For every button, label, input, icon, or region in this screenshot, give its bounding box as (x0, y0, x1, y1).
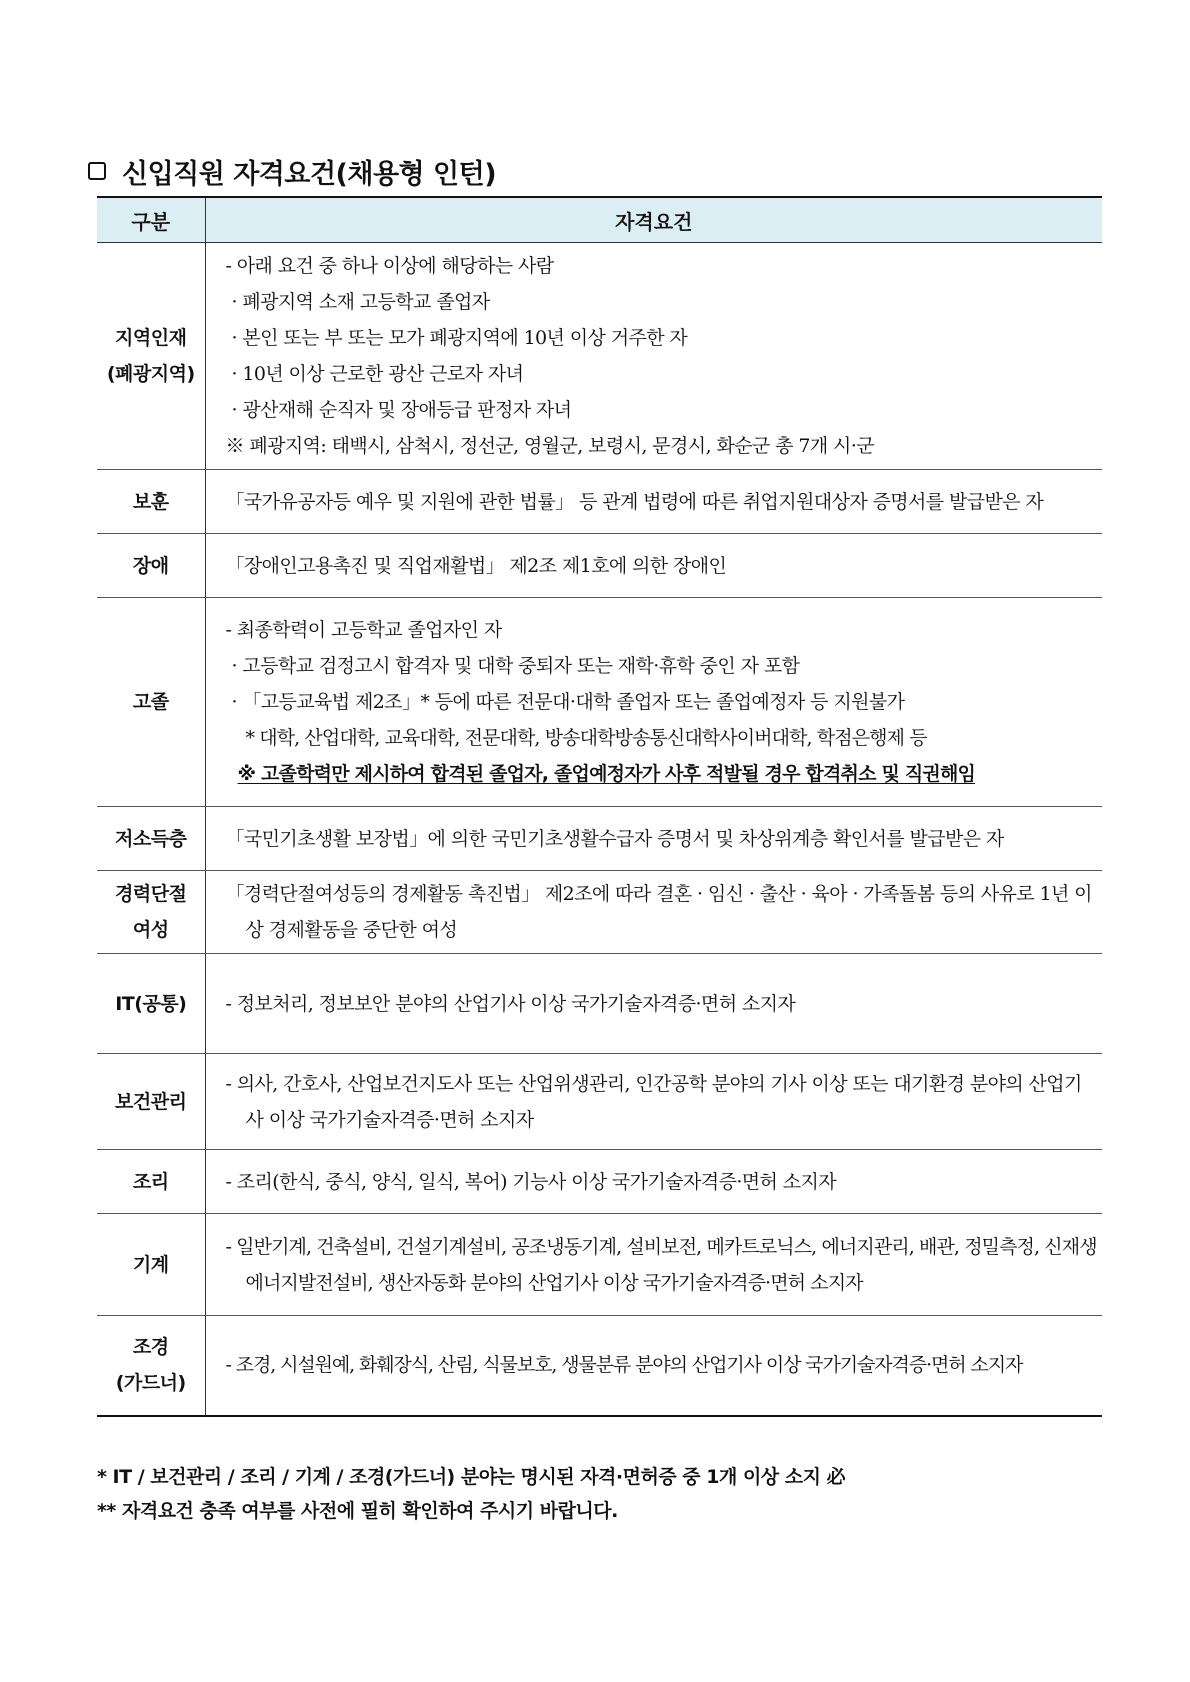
table-row-mechanical (97, 1214, 1102, 1316)
requirement-line: 「국민기초생활 보장법」에 의한 국민기초생활수급자 증명서 및 차상위계층 확인서를 발급받은 자 (225, 827, 1004, 850)
requirements-cell (205, 954, 1102, 1054)
category-label: 보건관리 (115, 1090, 187, 1113)
table-row-health (97, 1054, 1102, 1150)
header-category: 구분 (97, 197, 205, 243)
category-cell (97, 1054, 205, 1150)
table-row-regional (97, 243, 1102, 470)
category-label: 조리 (132, 1170, 169, 1193)
table-row-cooking (97, 1150, 1102, 1214)
requirement-note: ※ 폐광지역: 태백시, 삼척시, 정선군, 영월군, 보령시, 문경시, 화순군 총 7개 시·군 (225, 435, 874, 457)
category-cell (97, 470, 205, 534)
category-label: 지역인재 (115, 327, 187, 349)
requirement-line: · 「고등교육법 제2조」* 등에 따른 전문대·대학 졸업자 또는 졸업예정자 등 지원불가 (231, 691, 905, 713)
category-label: 고졸 (132, 691, 169, 713)
category-label: 조경 (132, 1336, 169, 1359)
table-header-row (97, 197, 1102, 243)
requirements-cell (205, 470, 1102, 534)
requirement-line: 「장애인고용촉진 및 직업재활법」 제2조 제1호에 의한 장애인 (225, 554, 727, 577)
requirement-line: · 고등학교 검정고시 합격자 및 대학 중퇴자 또는 재학·휴학 중인 자 포함 (231, 655, 800, 677)
category-cell (97, 243, 205, 470)
requirements-table (97, 196, 1102, 1417)
table-row-veterans (97, 470, 1102, 534)
category-cell (97, 598, 205, 807)
requirements-cell (205, 871, 1102, 954)
category-label: 경력단절 (115, 883, 187, 905)
requirements-cell (205, 1054, 1102, 1150)
category-label: 장애 (132, 554, 169, 577)
category-label: (폐광지역) (106, 363, 195, 385)
requirement-line: · 폐광지역 소재 고등학교 졸업자 (231, 291, 490, 313)
requirement-line: · 광산재해 순직자 및 장애등급 판정자 자녀 (231, 399, 572, 421)
requirements-cell (205, 1214, 1102, 1316)
requirements-cell (205, 1150, 1102, 1214)
footnote: ** 자격요건 충족 여부를 사전에 필히 확인하여 주시기 바랍니다. (97, 1500, 618, 1522)
requirements-cell (205, 1316, 1102, 1416)
category-cell (97, 954, 205, 1054)
category-cell (97, 1316, 205, 1416)
requirement-line: - 아래 요건 중 하나 이상에 해당하는 사람 (225, 255, 554, 277)
footnote: * IT / 보건관리 / 조리 / 기계 / 조경(가드너) 분야는 명시된 자격·면허증 중 1개 이상 소지 必 (97, 1466, 846, 1488)
requirements-cell (205, 598, 1102, 807)
table-row-low-income (97, 807, 1102, 871)
requirement-line: * 대학, 산업대학, 교육대학, 전문대학, 방송대학방송통신대학사이버대학, 학점은행제 등 (245, 727, 927, 749)
category-cell (97, 807, 205, 871)
requirement-line: · 본인 또는 부 또는 모가 폐광지역에 10년 이상 거주한 자 (231, 327, 688, 349)
category-label: 기계 (132, 1253, 169, 1276)
table-row-landscaping (97, 1316, 1102, 1416)
requirements-cell (205, 243, 1102, 470)
requirement-line: · 10년 이상 근로한 광산 근로자 자녀 (231, 363, 524, 385)
requirement-line: - 정보처리, 정보보안 분야의 산업기사 이상 국가기술자격증·면허 소지자 (225, 992, 796, 1015)
requirement-line: - 조리(한식, 중식, 양식, 일식, 복어) 기능사 이상 국가기술자격증·면허 소지자 (225, 1170, 836, 1193)
category-label: 저소득층 (115, 827, 187, 850)
section-title (88, 151, 496, 191)
category-cell (97, 1150, 205, 1214)
requirement-line: - 의사, 간호사, 산업보건지도사 또는 산업위생관리, 인간공학 분야의 기사 이상 또는 대기환경 분야의 산업기사 이상 국가기술자격증·면허 소지자 (225, 1072, 1082, 1131)
category-label: 보훈 (132, 490, 169, 513)
warning-note: ※ 고졸학력만 제시하여 합격된 졸업자, 졸업예정자가 사후 적발될 경우 합격취소 및 직권해임 (237, 763, 976, 785)
footnotes (97, 1460, 845, 1528)
category-label: 여성 (132, 919, 169, 941)
category-label: IT(공통) (115, 992, 187, 1015)
category-cell (97, 534, 205, 598)
table-row-disability (97, 534, 1102, 598)
category-label: (가드너) (115, 1372, 186, 1395)
header-requirements: 자격요건 (205, 197, 1102, 243)
table-row-career-break (97, 871, 1102, 954)
category-cell (97, 871, 205, 954)
requirements-cell (205, 807, 1102, 871)
table-row-it (97, 954, 1102, 1054)
page-title: 신입직원 자격요건(채용형 인턴) (122, 158, 497, 190)
requirement-line: 「국가유공자등 예우 및 지원에 관한 법률」 등 관계 법령에 따른 취업지원대상자 증명서를 발급받은 자 (225, 490, 1044, 513)
requirement-line: - 최종학력이 고등학교 졸업자인 자 (225, 619, 502, 641)
checkbox-icon (88, 162, 106, 180)
requirement-line: - 일반기계, 건축설비, 건설기계설비, 공조냉동기계, 설비보전, 메카트로닉스, 에너지관리, 배관, 정밀측정, 신재생에너지발전설비, 생산자동화 분야의 산업기사 이상 국가기술자격증·면허 소지자 (225, 1235, 1097, 1294)
requirement-line: - 조경, 시설원예, 화훼장식, 산림, 식물보호, 생물분류 분야의 산업기사 이상 국가기술자격증·면허 소지자 (225, 1354, 1023, 1377)
category-cell (97, 1214, 205, 1316)
table-row-high-school (97, 598, 1102, 807)
requirements-cell (205, 534, 1102, 598)
requirement-line: 「경력단절여성등의 경제활동 촉진법」 제2조에 따라 결혼 · 임신 · 출산 · 육아 · 가족돌봄 등의 사유로 1년 이상 경제활동을 중단한 여성 (225, 883, 1092, 941)
